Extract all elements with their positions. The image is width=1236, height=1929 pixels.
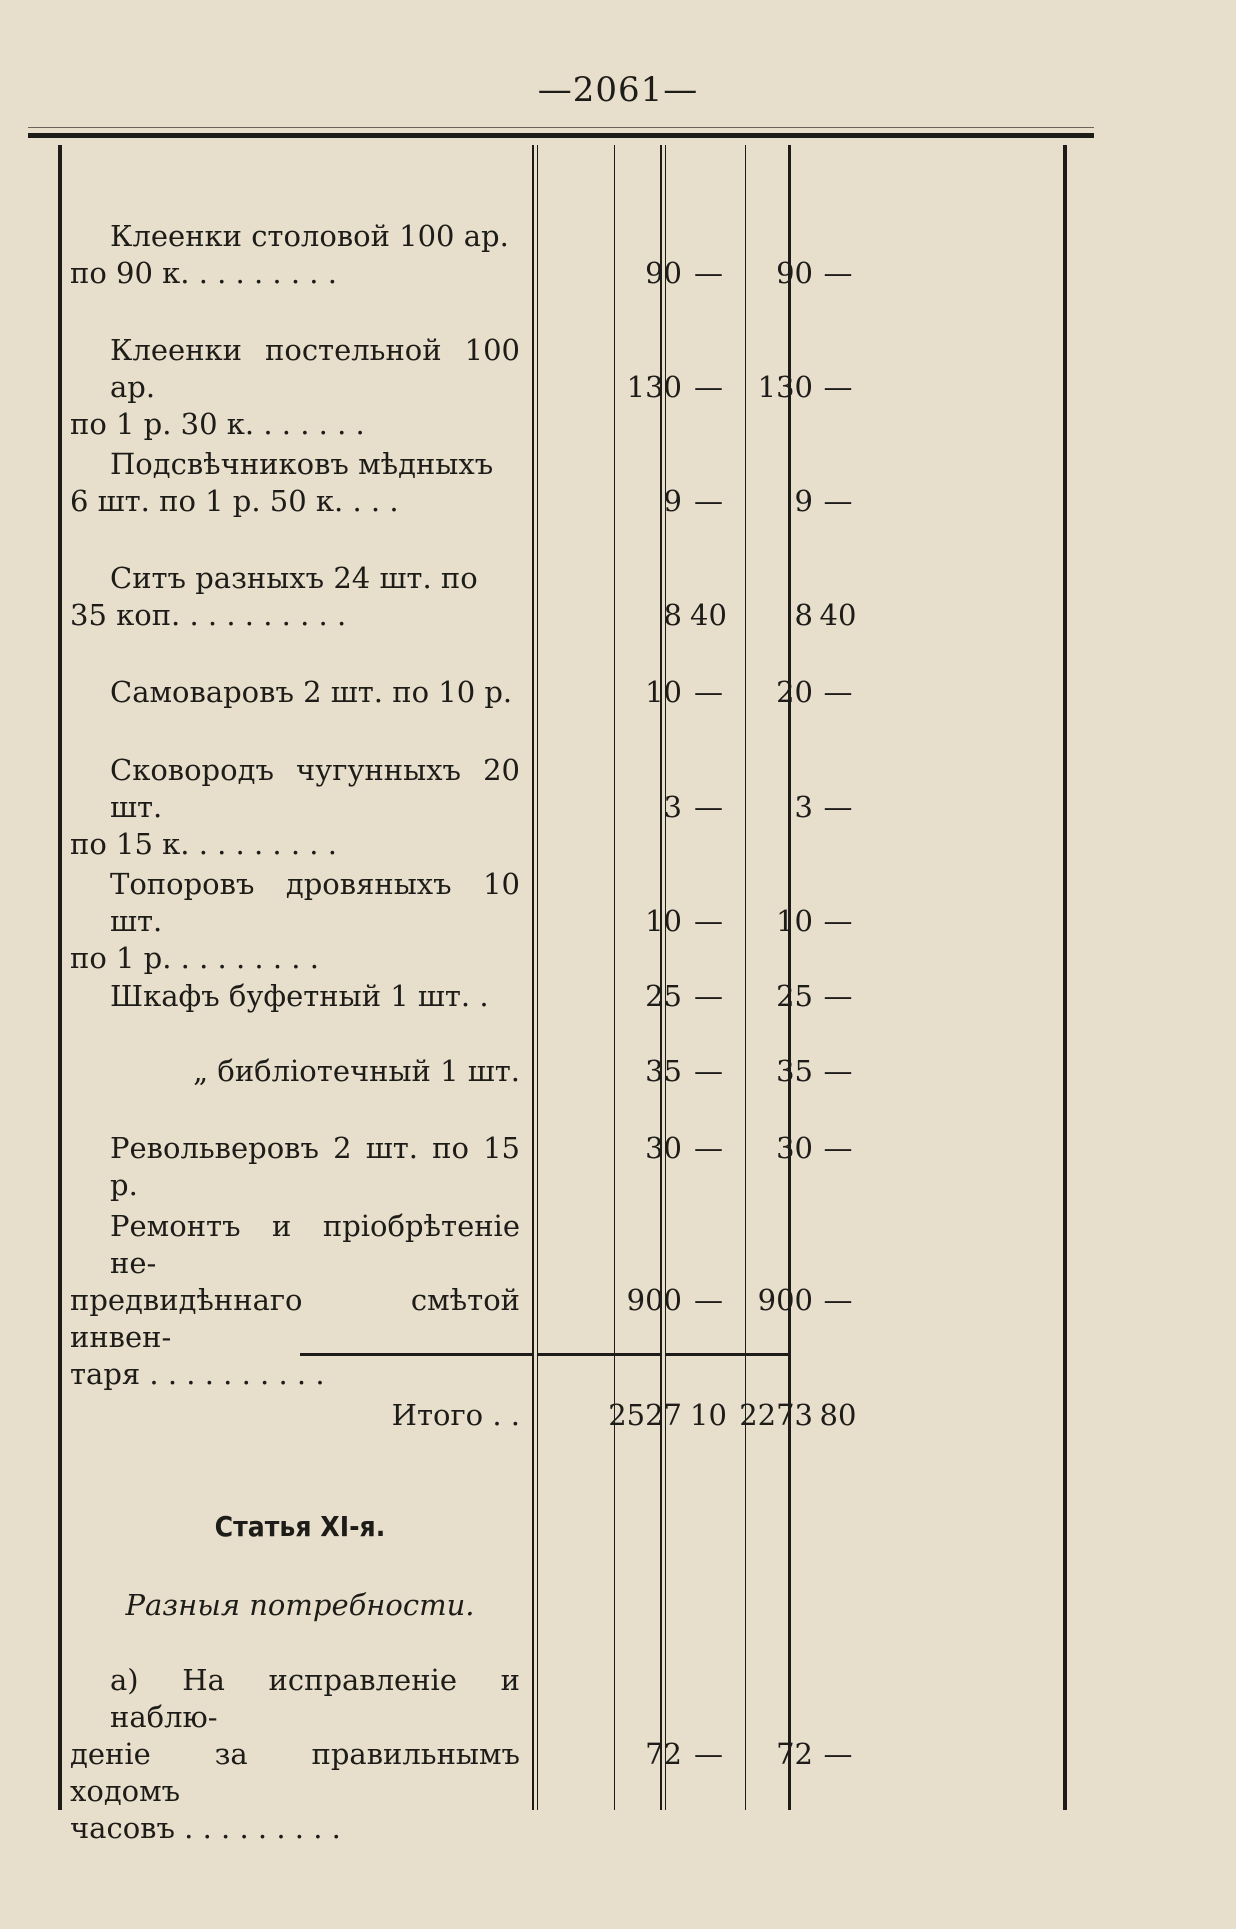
row-description bbox=[70, 218, 520, 292]
amount-rubles-1: 8 bbox=[663, 598, 682, 632]
amount-rubles-1: 900 bbox=[626, 1283, 682, 1317]
amount-rubles-2: 35 bbox=[776, 1054, 813, 1088]
row-description bbox=[70, 1053, 520, 1090]
description-line: 35 коп. . . . . . . . . . bbox=[70, 598, 347, 632]
description-line: „ библіотечный 1 шт. bbox=[193, 1054, 520, 1088]
row-description bbox=[70, 752, 520, 863]
total-rubles-2: 2273 bbox=[739, 1398, 813, 1432]
description-line: Самоваровъ 2 шт. по 10 р. bbox=[110, 675, 513, 709]
amount-kopecks-2: — bbox=[823, 370, 853, 404]
description-line: часовъ . . . . . . . . . bbox=[70, 1811, 341, 1845]
amount-kopecks-1: — bbox=[694, 370, 723, 404]
amount-kopecks-1: — bbox=[694, 904, 723, 938]
description-line: по 90 к. . . . . . . . . bbox=[70, 256, 337, 290]
total-label: Итого . . bbox=[391, 1398, 520, 1432]
amount-kopecks-1: — bbox=[694, 979, 723, 1013]
amount-kopecks-2: — bbox=[823, 675, 853, 709]
right-border bbox=[1063, 145, 1067, 1810]
description-line: по 1 р. 30 к. . . . . . . bbox=[70, 407, 365, 441]
amount-kopecks-1: — bbox=[694, 1737, 723, 1771]
amount-kopecks-1: — bbox=[694, 790, 723, 824]
description-line: деніе за правильнымъ ходомъ bbox=[70, 1737, 520, 1808]
amount-kopecks-1: — bbox=[694, 1131, 723, 1165]
amount-kopecks-2: — bbox=[823, 1737, 853, 1771]
description-line: 6 шт. по 1 р. 50 к. . . . bbox=[70, 484, 399, 518]
description-line: Ситъ разныхъ 24 шт. по bbox=[110, 561, 478, 595]
description-line: Клеенки столовой 100 ар. bbox=[110, 219, 509, 253]
row-description bbox=[70, 674, 520, 711]
row-description bbox=[70, 1130, 520, 1204]
amount-kopecks-1: — bbox=[694, 1283, 723, 1317]
row-description bbox=[70, 560, 520, 634]
amount-rubles-1: 90 bbox=[645, 256, 682, 290]
amount-rubles-2: 20 bbox=[776, 675, 813, 709]
description-line: Шкафъ буфетный 1 шт. . bbox=[110, 979, 489, 1013]
amount-kopecks-1: — bbox=[694, 1054, 723, 1088]
description-line: по 15 к. . . . . . . . . bbox=[70, 827, 337, 861]
amount-kopecks-2: — bbox=[823, 904, 853, 938]
amount-rubles-1: 72 bbox=[645, 1737, 682, 1771]
total-rule bbox=[666, 1353, 745, 1356]
amount-rubles-1: 30 bbox=[645, 1131, 682, 1165]
description-line: таря . . . . . . . . . . bbox=[70, 1357, 325, 1391]
description-line: а) На исправленіе и наблю- bbox=[110, 1663, 520, 1734]
amount-kopecks-2: — bbox=[823, 484, 853, 518]
description-line: Ремонтъ и пріобрѣтеніе не- bbox=[110, 1209, 520, 1280]
amount-rubles-2: 10 bbox=[776, 904, 813, 938]
top-rule bbox=[28, 133, 1094, 138]
total-rubles-1: 2527 bbox=[608, 1398, 682, 1432]
row-description bbox=[70, 866, 520, 977]
amount-kopecks-2: — bbox=[823, 256, 853, 290]
amount-rubles-1: 10 bbox=[645, 904, 682, 938]
total-rule bbox=[615, 1353, 660, 1356]
description-line: Сковородъ чугунныхъ 20 шт. bbox=[110, 753, 520, 824]
total-kopecks-2: 80 bbox=[819, 1398, 857, 1432]
amount-kopecks-2: 40 bbox=[819, 598, 857, 632]
amount-rubles-2: 9 bbox=[794, 484, 813, 518]
article-title: Статья XI-я. bbox=[214, 1510, 386, 1543]
row-description bbox=[70, 332, 520, 443]
row-description bbox=[70, 978, 520, 1015]
amount-rubles-1: 35 bbox=[645, 1054, 682, 1088]
top-thin-rule bbox=[28, 127, 1094, 128]
amount-rubles-2: 8 bbox=[794, 598, 813, 632]
amount-rubles-2: 30 bbox=[776, 1131, 813, 1165]
row-description bbox=[70, 1662, 520, 1847]
row-description bbox=[70, 446, 520, 520]
amount-rubles-2: 90 bbox=[776, 256, 813, 290]
row-description bbox=[70, 1208, 520, 1393]
amount-rubles-2: 900 bbox=[757, 1283, 813, 1317]
amount-kopecks-1: — bbox=[694, 675, 723, 709]
amount-kopecks-1: — bbox=[694, 256, 723, 290]
amount-kopecks-1: 40 bbox=[690, 598, 727, 632]
description-line: Подсвѣчниковъ мѣдныхъ bbox=[110, 447, 494, 481]
total-kopecks-1: 10 bbox=[690, 1398, 727, 1432]
description-line: Топоровъ дровяныхъ 10 шт. bbox=[110, 867, 520, 938]
description-line: предвидѣннаго смѣтой инвен- bbox=[70, 1283, 520, 1354]
amount-rubles-2: 130 bbox=[757, 370, 813, 404]
description-line: Револьверовъ 2 шт. по 15 р. bbox=[110, 1131, 520, 1202]
amount-rubles-1: 9 bbox=[663, 484, 682, 518]
total-rule bbox=[746, 1353, 788, 1356]
left-border bbox=[58, 145, 62, 1810]
amount-kopecks-2: — bbox=[823, 979, 853, 1013]
amount-kopecks-1: — bbox=[694, 484, 723, 518]
page-number: —2061— bbox=[537, 70, 699, 110]
amount-rubles-2: 25 bbox=[776, 979, 813, 1013]
amount-kopecks-2: — bbox=[823, 1054, 853, 1088]
amount-kopecks-2: — bbox=[823, 1131, 853, 1165]
amount-rubles-1: 3 bbox=[663, 790, 682, 824]
amount-rubles-2: 72 bbox=[776, 1737, 813, 1771]
description-line: Клеенки постельной 100 ар. bbox=[110, 333, 520, 404]
amount-rubles-1: 25 bbox=[645, 979, 682, 1013]
description-line: по 1 р. . . . . . . . . bbox=[70, 941, 319, 975]
amount-rubles-1: 130 bbox=[626, 370, 682, 404]
amount-kopecks-2: — bbox=[823, 790, 853, 824]
article-subtitle: Разныя потребности. bbox=[125, 1588, 475, 1622]
amount-rubles-1: 10 bbox=[645, 675, 682, 709]
amount-rubles-2: 3 bbox=[794, 790, 813, 824]
total-rule bbox=[538, 1353, 614, 1356]
amount-kopecks-2: — bbox=[823, 1283, 853, 1317]
